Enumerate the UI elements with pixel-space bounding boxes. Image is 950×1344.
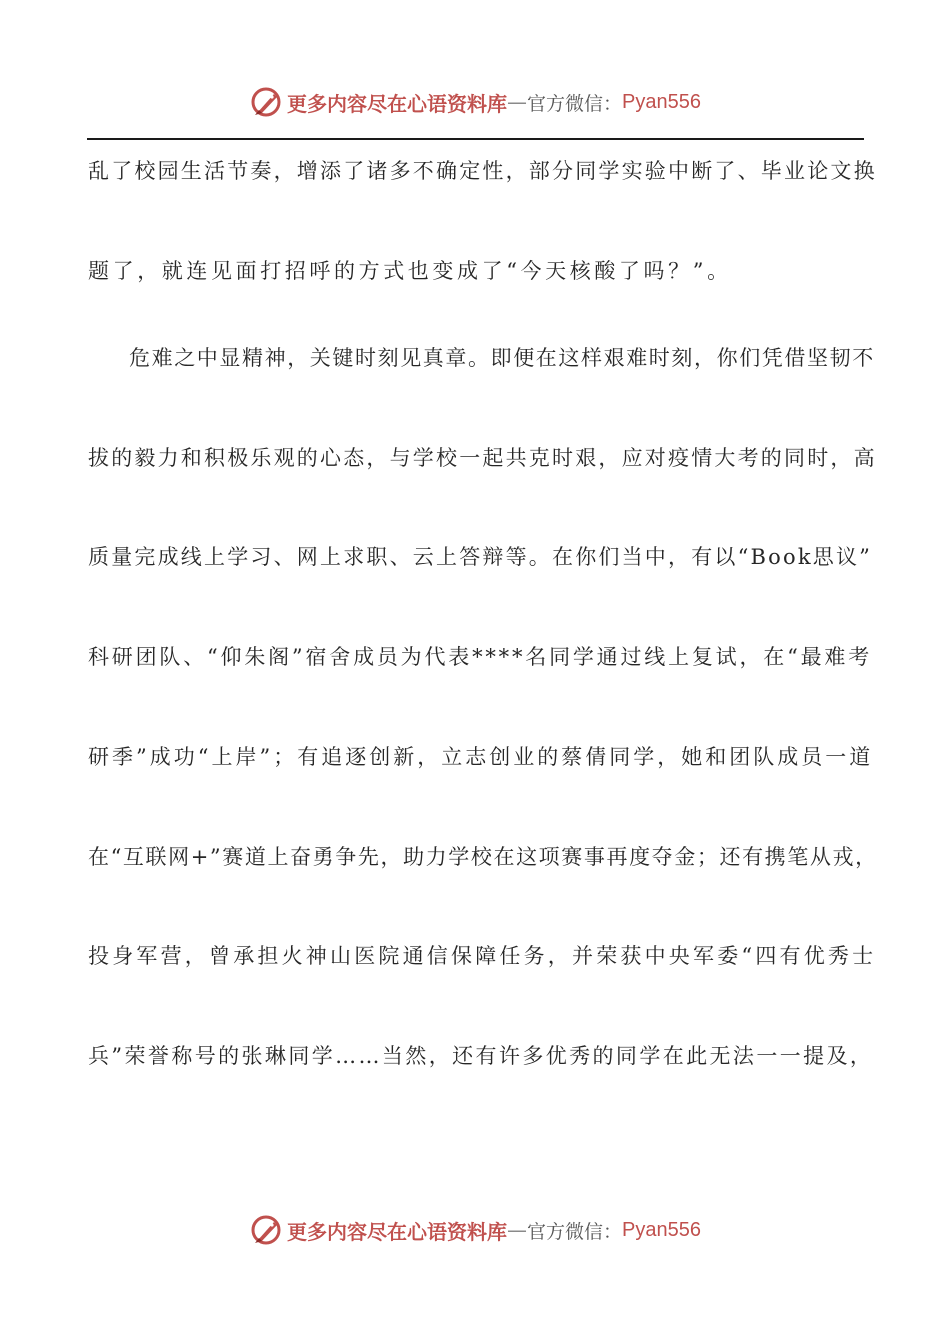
footer-banner	[0, 1210, 950, 1250]
pen-nib-logo-icon	[249, 1213, 283, 1247]
header-rule	[87, 138, 864, 140]
body-line-6: 科研团队、“仰朱阁”宿舍成员为代表****名同学通过线上复试，在“最难考	[88, 645, 873, 669]
footer-dash: —	[507, 1218, 527, 1242]
pen-nib-logo-icon	[249, 85, 283, 119]
body-line-9: 投身军营，曾承担火神山医院通信保障任务，并荣获中央军委“四有优秀士	[88, 944, 877, 968]
footer-wechat-label: 官方微信：	[527, 1220, 623, 1243]
header-wechat-id: Pyan556	[622, 90, 701, 113]
footer-wechat-id: Pyan556	[622, 1218, 701, 1241]
body-line-3: 危难之中显精神，关键时刻见真章。即便在这样艰难时刻，你们凭借坚韧不	[129, 346, 875, 370]
body-line-10: 兵”荣誉称号的张琳同学……当然，还有许多优秀的同学在此无法一一提及，	[88, 1044, 874, 1068]
header-dash: —	[507, 90, 527, 114]
header-banner	[0, 82, 950, 122]
body-line-8: 在“互联网+”赛道上奋勇争先，助力学校在这项赛事再度夺金；还有携笔从戎，	[88, 845, 878, 869]
footer-promo-text: 更多内容尽在心语资料库	[287, 1219, 507, 1244]
body-line-4: 拔的毅力和积极乐观的心态，与学校一起共克时艰，应对疫情大考的同时，高	[88, 446, 877, 470]
body-line-2: 题了，就连见面打招呼的方式也变成了“今天核酸了吗？”。	[88, 259, 732, 283]
body-line-7: 研季”成功“上岸”；有追逐创新，立志创业的蔡倩同学，她和团队成员一道	[88, 745, 874, 769]
header-promo-text: 更多内容尽在心语资料库	[287, 91, 507, 116]
body-line-5: 质量完成线上学习、网上求职、云上答辩等。在你们当中，有以“Book思议”	[88, 545, 873, 569]
body-line-1: 乱了校园生活节奏，增添了诸多不确定性，部分同学实验中断了、毕业论文换	[88, 159, 877, 183]
header-wechat-label: 官方微信：	[527, 92, 623, 115]
